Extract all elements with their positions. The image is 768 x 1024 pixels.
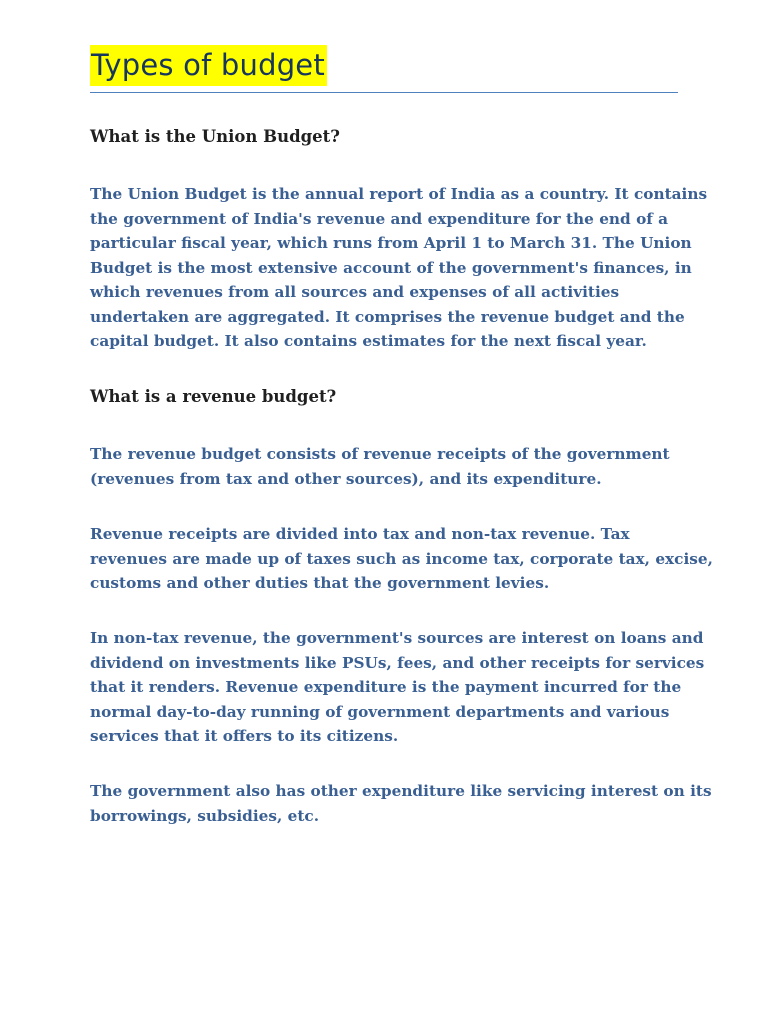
paragraph-line: the government of India's revenue and expenditure for the end of a <box>90 209 669 228</box>
paragraph-line: Budget is the most extensive account of the government's finances, in <box>90 258 692 277</box>
paragraph-line: undertaken are aggregated. It comprises the revenue budget and the <box>90 307 685 326</box>
paragraph-union-budget <box>90 182 708 354</box>
document-title: Types of budget <box>90 45 327 86</box>
paragraph-line: normal day-to-day running of government departments and various <box>90 702 670 721</box>
paragraph-line: particular fiscal year, which runs from April 1 to March 31. The Union <box>90 234 692 252</box>
paragraph-line: borrowings, subsidies, etc. <box>90 806 320 825</box>
paragraph-line: (revenues from tax and other sources), and its expenditure. <box>90 469 602 488</box>
paragraph-line: services that it offers to its citizens. <box>90 727 399 745</box>
paragraph-line: that it renders. Revenue expenditure is the payment incurred for the <box>90 678 682 696</box>
paragraph-line: capital budget. It also contains estimates for the next fiscal year. <box>90 332 647 350</box>
title-block <box>90 45 678 93</box>
paragraph-line: In non-tax revenue, the government's sources are interest on loans and <box>90 629 704 647</box>
paragraph-line: The government also has other expenditure like servicing interest on its <box>90 782 712 800</box>
section-heading-revenue-budget: What is a revenue budget? <box>90 387 337 406</box>
section-heading-union-budget: What is the Union Budget? <box>90 127 340 146</box>
paragraph-line: which revenues from all sources and expenses of all activities <box>90 283 620 301</box>
paragraph-non-tax-revenue <box>90 626 705 749</box>
paragraph-line: revenues are made up of taxes such as income tax, corporate tax, excise, <box>90 549 713 568</box>
paragraph-line: The Union Budget is the annual report of India as a country. It contains <box>90 185 708 203</box>
paragraph-line: The revenue budget consists of revenue receipts of the government <box>90 445 670 463</box>
paragraph-revenue-receipts <box>90 522 713 596</box>
paragraph-line: Revenue receipts are divided into tax and non-tax revenue. Tax <box>90 525 630 543</box>
paragraph-revenue-budget-definition <box>90 442 690 491</box>
paragraph-other-expenditure <box>90 779 712 828</box>
paragraph-line: customs and other duties that the government levies. <box>90 574 550 592</box>
paragraph-line: dividend on investments like PSUs, fees, and other receipts for services <box>90 653 705 672</box>
